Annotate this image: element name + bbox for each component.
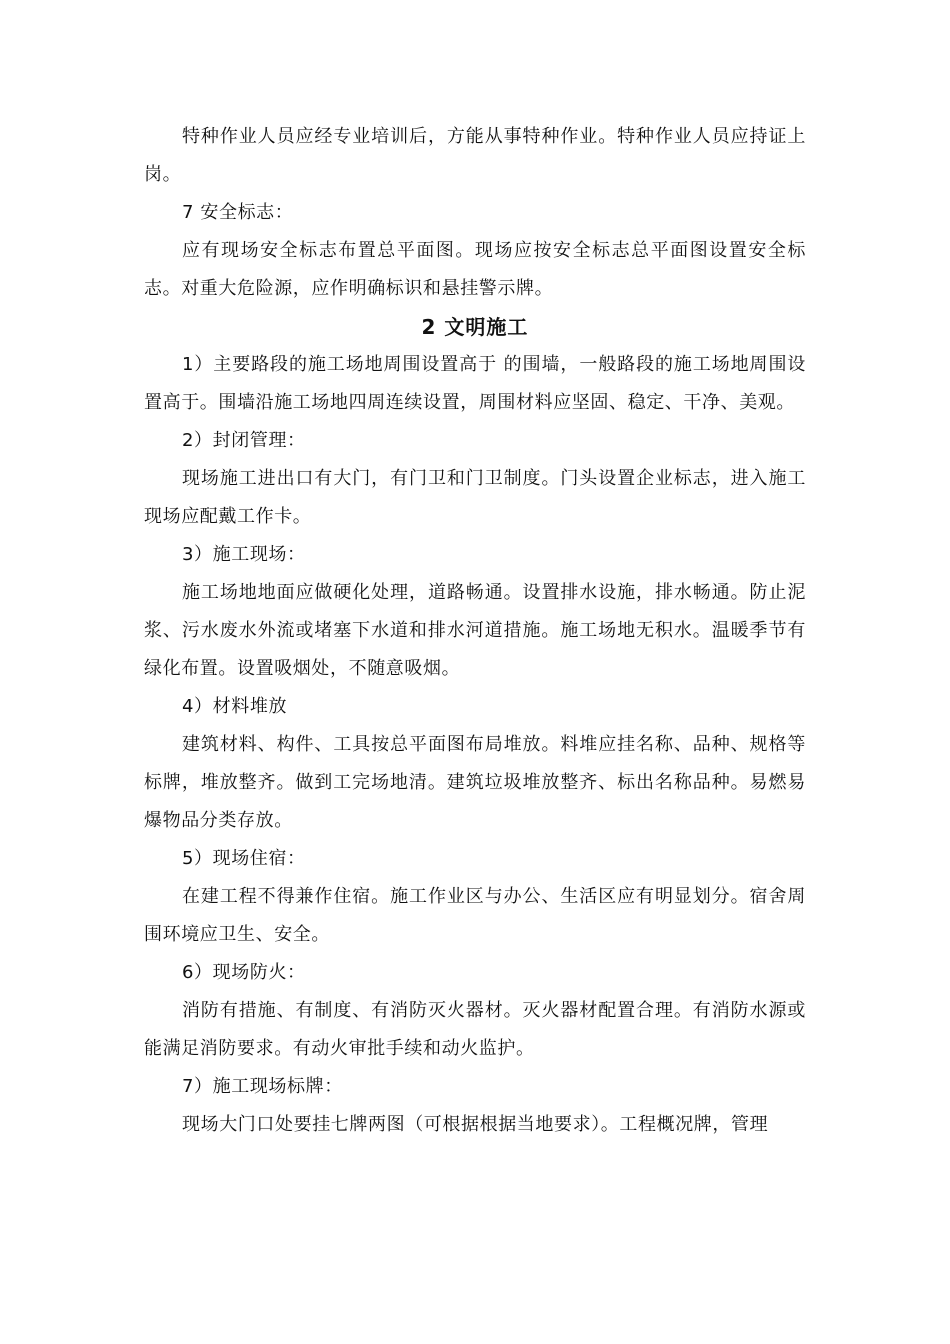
paragraph-site-signboards: 现场大门口处要挂七牌两图（可根据根据当地要求）。工程概况牌，管理 — [182, 1114, 769, 1135]
item-construction-site: 3）施工现场： — [182, 544, 306, 565]
item-safety-signs: 7 安全标志： — [182, 202, 294, 223]
item-site-accommodation: 5）现场住宿： — [182, 848, 306, 869]
paragraph-construction-site: 施工场地地面应做硬化处理，道路畅通。设置排水设施，排水畅通。防止泥浆、污水废水外流或堵塞下水道和排水河道措施。施工场地无积水。温暖季节有绿化布置。设置吸烟处，不随意吸烟。 — [144, 582, 806, 679]
item-fire-prevention: 6）现场防火： — [182, 962, 306, 983]
paragraph-site-accommodation: 在建工程不得兼作住宿。施工作业区与办公、生活区应有明显划分。宿舍周围环境应卫生、安全。 — [144, 886, 806, 945]
item-material-stacking: 4）材料堆放 — [182, 696, 288, 717]
paragraph-safety-signs: 应有现场安全标志布置总平面图。现场应按安全标志总平面图设置安全标志。对重大危险源，应作明确标识和悬挂警示牌。 — [144, 240, 806, 299]
section-heading-civilized-construction: 2 文明施工 — [421, 315, 529, 339]
paragraph-enclosure-walls: 1）主要路段的施工场地周围设置高于 的围墙，一般路段的施工场地周围设置高于。围墙沿施工场地四周连续设置，周围材料应坚固、稳定、干净、美观。 — [144, 354, 806, 413]
paragraph-fire-prevention: 消防有措施、有制度、有消防灭火器材。灭火器材配置合理。有消防水源或能满足消防要求。有动火审批手续和动火监护。 — [144, 1000, 806, 1059]
item-closed-management: 2）封闭管理： — [182, 430, 306, 451]
paragraph-closed-management: 现场施工进出口有大门，有门卫和门卫制度。门头设置企业标志，进入施工现场应配戴工作卡。 — [144, 468, 806, 527]
document-body — [144, 118, 806, 1144]
item-site-signboards: 7）施工现场标牌： — [182, 1076, 343, 1097]
paragraph-material-stacking: 建筑材料、构件、工具按总平面图布局堆放。料堆应挂名称、品种、规格等标牌，堆放整齐。做到工完场地清。建筑垃圾堆放整齐、标出名称品种。易燃易爆物品分类存放。 — [144, 734, 806, 831]
paragraph-special-personnel: 特种作业人员应经专业培训后，方能从事特种作业。特种作业人员应持证上岗。 — [144, 126, 806, 185]
